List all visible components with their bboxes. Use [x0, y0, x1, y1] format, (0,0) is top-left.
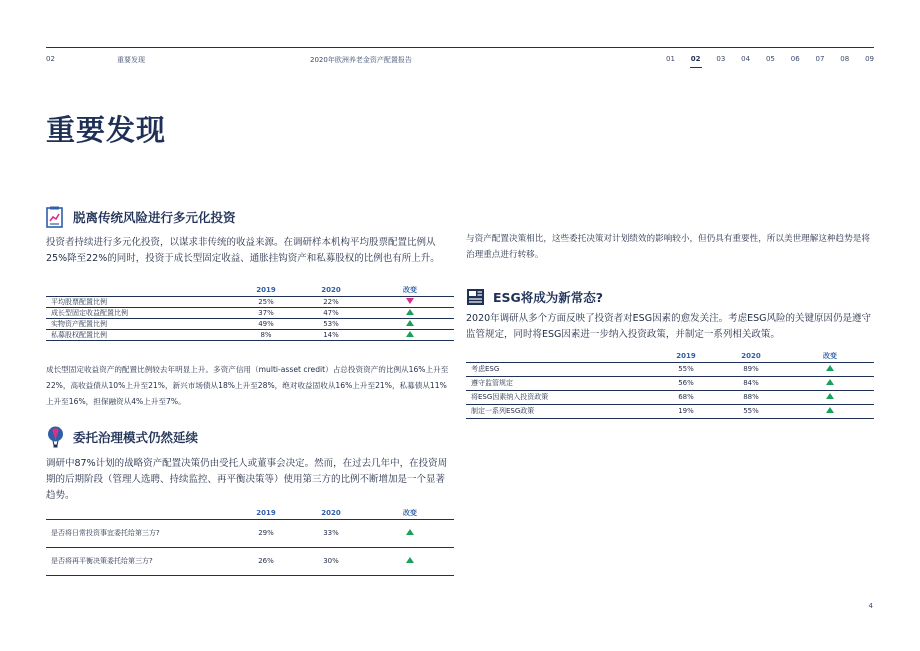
- row-label: 实物资产配置比例: [46, 318, 236, 329]
- value-2020: 14%: [296, 329, 366, 340]
- table-header-row: [46, 284, 454, 296]
- arrow-up-icon: [406, 557, 414, 563]
- change-cell: [786, 390, 874, 404]
- arrow-up-icon: [406, 309, 414, 315]
- page-link-03[interactable]: 03: [716, 55, 726, 63]
- balloon-icon: [46, 426, 65, 448]
- value-2020: 55%: [716, 404, 786, 418]
- page-link-02[interactable]: 02: [690, 55, 701, 63]
- value-2019: 37%: [236, 307, 296, 318]
- page-link-04[interactable]: 04: [741, 55, 751, 63]
- change-cell: [786, 376, 874, 390]
- value-2020: 47%: [296, 307, 366, 318]
- row-label: 将ESG因素纳入投资政策: [466, 390, 656, 404]
- row-label: 遵守监管规定: [466, 376, 656, 390]
- page-link-05[interactable]: 05: [765, 55, 775, 63]
- header-label: [466, 350, 656, 362]
- value-2019: 8%: [236, 329, 296, 340]
- value-2020: 30%: [296, 547, 366, 575]
- row-label: 成长型固定收益配置比例: [46, 307, 236, 318]
- section-name: 重要发现: [117, 56, 145, 64]
- header-change: 改变: [403, 285, 417, 294]
- delegation-title: 委托治理模式仍然延续: [73, 430, 199, 445]
- header-change: 改变: [823, 351, 837, 360]
- change-cell: [366, 329, 454, 340]
- header-change: 改变: [403, 508, 417, 517]
- change-cell: [786, 362, 874, 376]
- value-2020: 84%: [716, 376, 786, 390]
- page-link-07[interactable]: 07: [815, 55, 825, 63]
- change-cell: [366, 318, 454, 329]
- diversification-followup: 成长型固定收益资产的配置比例较去年明显上升。多资产信用（multi-asset credit）占总投资资产的比例从16%上升至22%，高收益债从10%上升至21%，新兴市场债从18%上升至28%，绝对收益固收从16%上升至21%，私募债从11%上升至16%，担保融资从4%上升至7%。: [46, 365, 449, 406]
- header-2019: 2019: [676, 351, 696, 360]
- change-cell: [786, 404, 874, 418]
- table-header-row: [46, 507, 454, 519]
- arrow-up-icon: [826, 365, 834, 371]
- change-cell: [366, 296, 454, 307]
- change-cell: [366, 547, 454, 575]
- page-link-08[interactable]: 08: [840, 55, 850, 63]
- esg-heading: [466, 286, 603, 308]
- header-2020: 2020: [321, 285, 341, 294]
- esg-table: [466, 350, 874, 419]
- header-2019: 2019: [256, 285, 276, 294]
- value-2019: 56%: [656, 376, 716, 390]
- page-navigation: [666, 55, 874, 63]
- table-row: [46, 329, 454, 340]
- table-row: [46, 296, 454, 307]
- esg-intro: 2020年调研从多个方面反映了投资者对ESG因素的愈发关注。考虑ESG风险的关键原因仍是遵守监管规定，同时将ESG因素进一步纳入投资政策，并制定一系列相关政策。: [466, 313, 871, 340]
- value-2020: 22%: [296, 296, 366, 307]
- arrow-up-icon: [826, 379, 834, 385]
- header-label: [46, 284, 236, 296]
- table-row: [46, 547, 454, 575]
- table-row: [466, 390, 874, 404]
- value-2019: 26%: [236, 547, 296, 575]
- diversification-heading: [46, 206, 236, 228]
- page-title: 重要发现: [46, 113, 167, 147]
- value-2020: 89%: [716, 362, 786, 376]
- header-2019: 2019: [256, 508, 276, 517]
- arrow-up-icon: [406, 320, 414, 326]
- page-link-09[interactable]: 09: [865, 55, 874, 63]
- row-label: 考虑ESG: [466, 362, 656, 376]
- header-rule: [46, 47, 874, 48]
- arrow-down-icon: [406, 298, 414, 304]
- arrow-up-icon: [406, 331, 414, 337]
- page-link-01[interactable]: 01: [666, 55, 675, 63]
- diversification-intro: 投资者持续进行多元化投资，以谋求非传统的收益来源。在调研样本机构平均股票配置比例从25%降至22%的同时，投资于成长型固定收益、通胀挂钩资产和私募股权的比例也有所上升。: [46, 237, 440, 264]
- row-label: 是否将再平衡决策委托给第三方?: [46, 547, 236, 575]
- delegation-heading: [46, 426, 198, 448]
- header-2020: 2020: [321, 508, 341, 517]
- table-row: [466, 376, 874, 390]
- table-row: [46, 318, 454, 329]
- newspaper-icon: [466, 286, 485, 308]
- page-number: 4: [868, 602, 873, 610]
- value-2019: 55%: [656, 362, 716, 376]
- table-row: [466, 404, 874, 418]
- value-2020: 53%: [296, 318, 366, 329]
- arrow-up-icon: [826, 407, 834, 413]
- delegation-continued: 与资产配置决策相比，这些委托决策对计划绩效的影响较小，但仍具有重要性，所以美世理解这种趋势是将治理重点进行转移。: [466, 234, 870, 260]
- value-2019: 25%: [236, 296, 296, 307]
- diversification-title: 脱离传统风险进行多元化投资: [73, 210, 236, 225]
- section-number: 02: [46, 55, 55, 63]
- value-2020: 88%: [716, 390, 786, 404]
- delegation-intro: 调研中87%计划的战略资产配置决策仍由受托人或董事会决定。然而，在过去几年中，在投资周期的后期阶段（管理人选聘、持续监控、再平衡决策等）使用第三方的比例不断增加是一个显著趋势。: [46, 458, 448, 501]
- header-label: [46, 507, 236, 519]
- value-2019: 49%: [236, 318, 296, 329]
- arrow-up-icon: [406, 529, 414, 535]
- row-label: 私募股权配置比例: [46, 329, 236, 340]
- chart-document-icon: [46, 206, 65, 228]
- value-2019: 29%: [236, 519, 296, 547]
- row-label: 平均股票配置比例: [46, 296, 236, 307]
- row-label: 制定一系列ESG政策: [466, 404, 656, 418]
- value-2020: 33%: [296, 519, 366, 547]
- page-link-06[interactable]: 06: [790, 55, 800, 63]
- table-header-row: [466, 350, 874, 362]
- table-row: [46, 307, 454, 318]
- esg-title: ESG将成为新常态?: [493, 290, 604, 305]
- report-title: 2020年欧洲养老金资产配置报告: [310, 56, 412, 64]
- value-2019: 68%: [656, 390, 716, 404]
- change-cell: [366, 519, 454, 547]
- table-row: [46, 519, 454, 547]
- header-2020: 2020: [741, 351, 761, 360]
- value-2019: 19%: [656, 404, 716, 418]
- change-cell: [366, 307, 454, 318]
- table-row: [466, 362, 874, 376]
- diversification-table: [46, 284, 454, 341]
- arrow-up-icon: [826, 393, 834, 399]
- delegation-table: [46, 507, 454, 576]
- row-label: 是否将日常投资事宜委托给第三方?: [46, 519, 236, 547]
